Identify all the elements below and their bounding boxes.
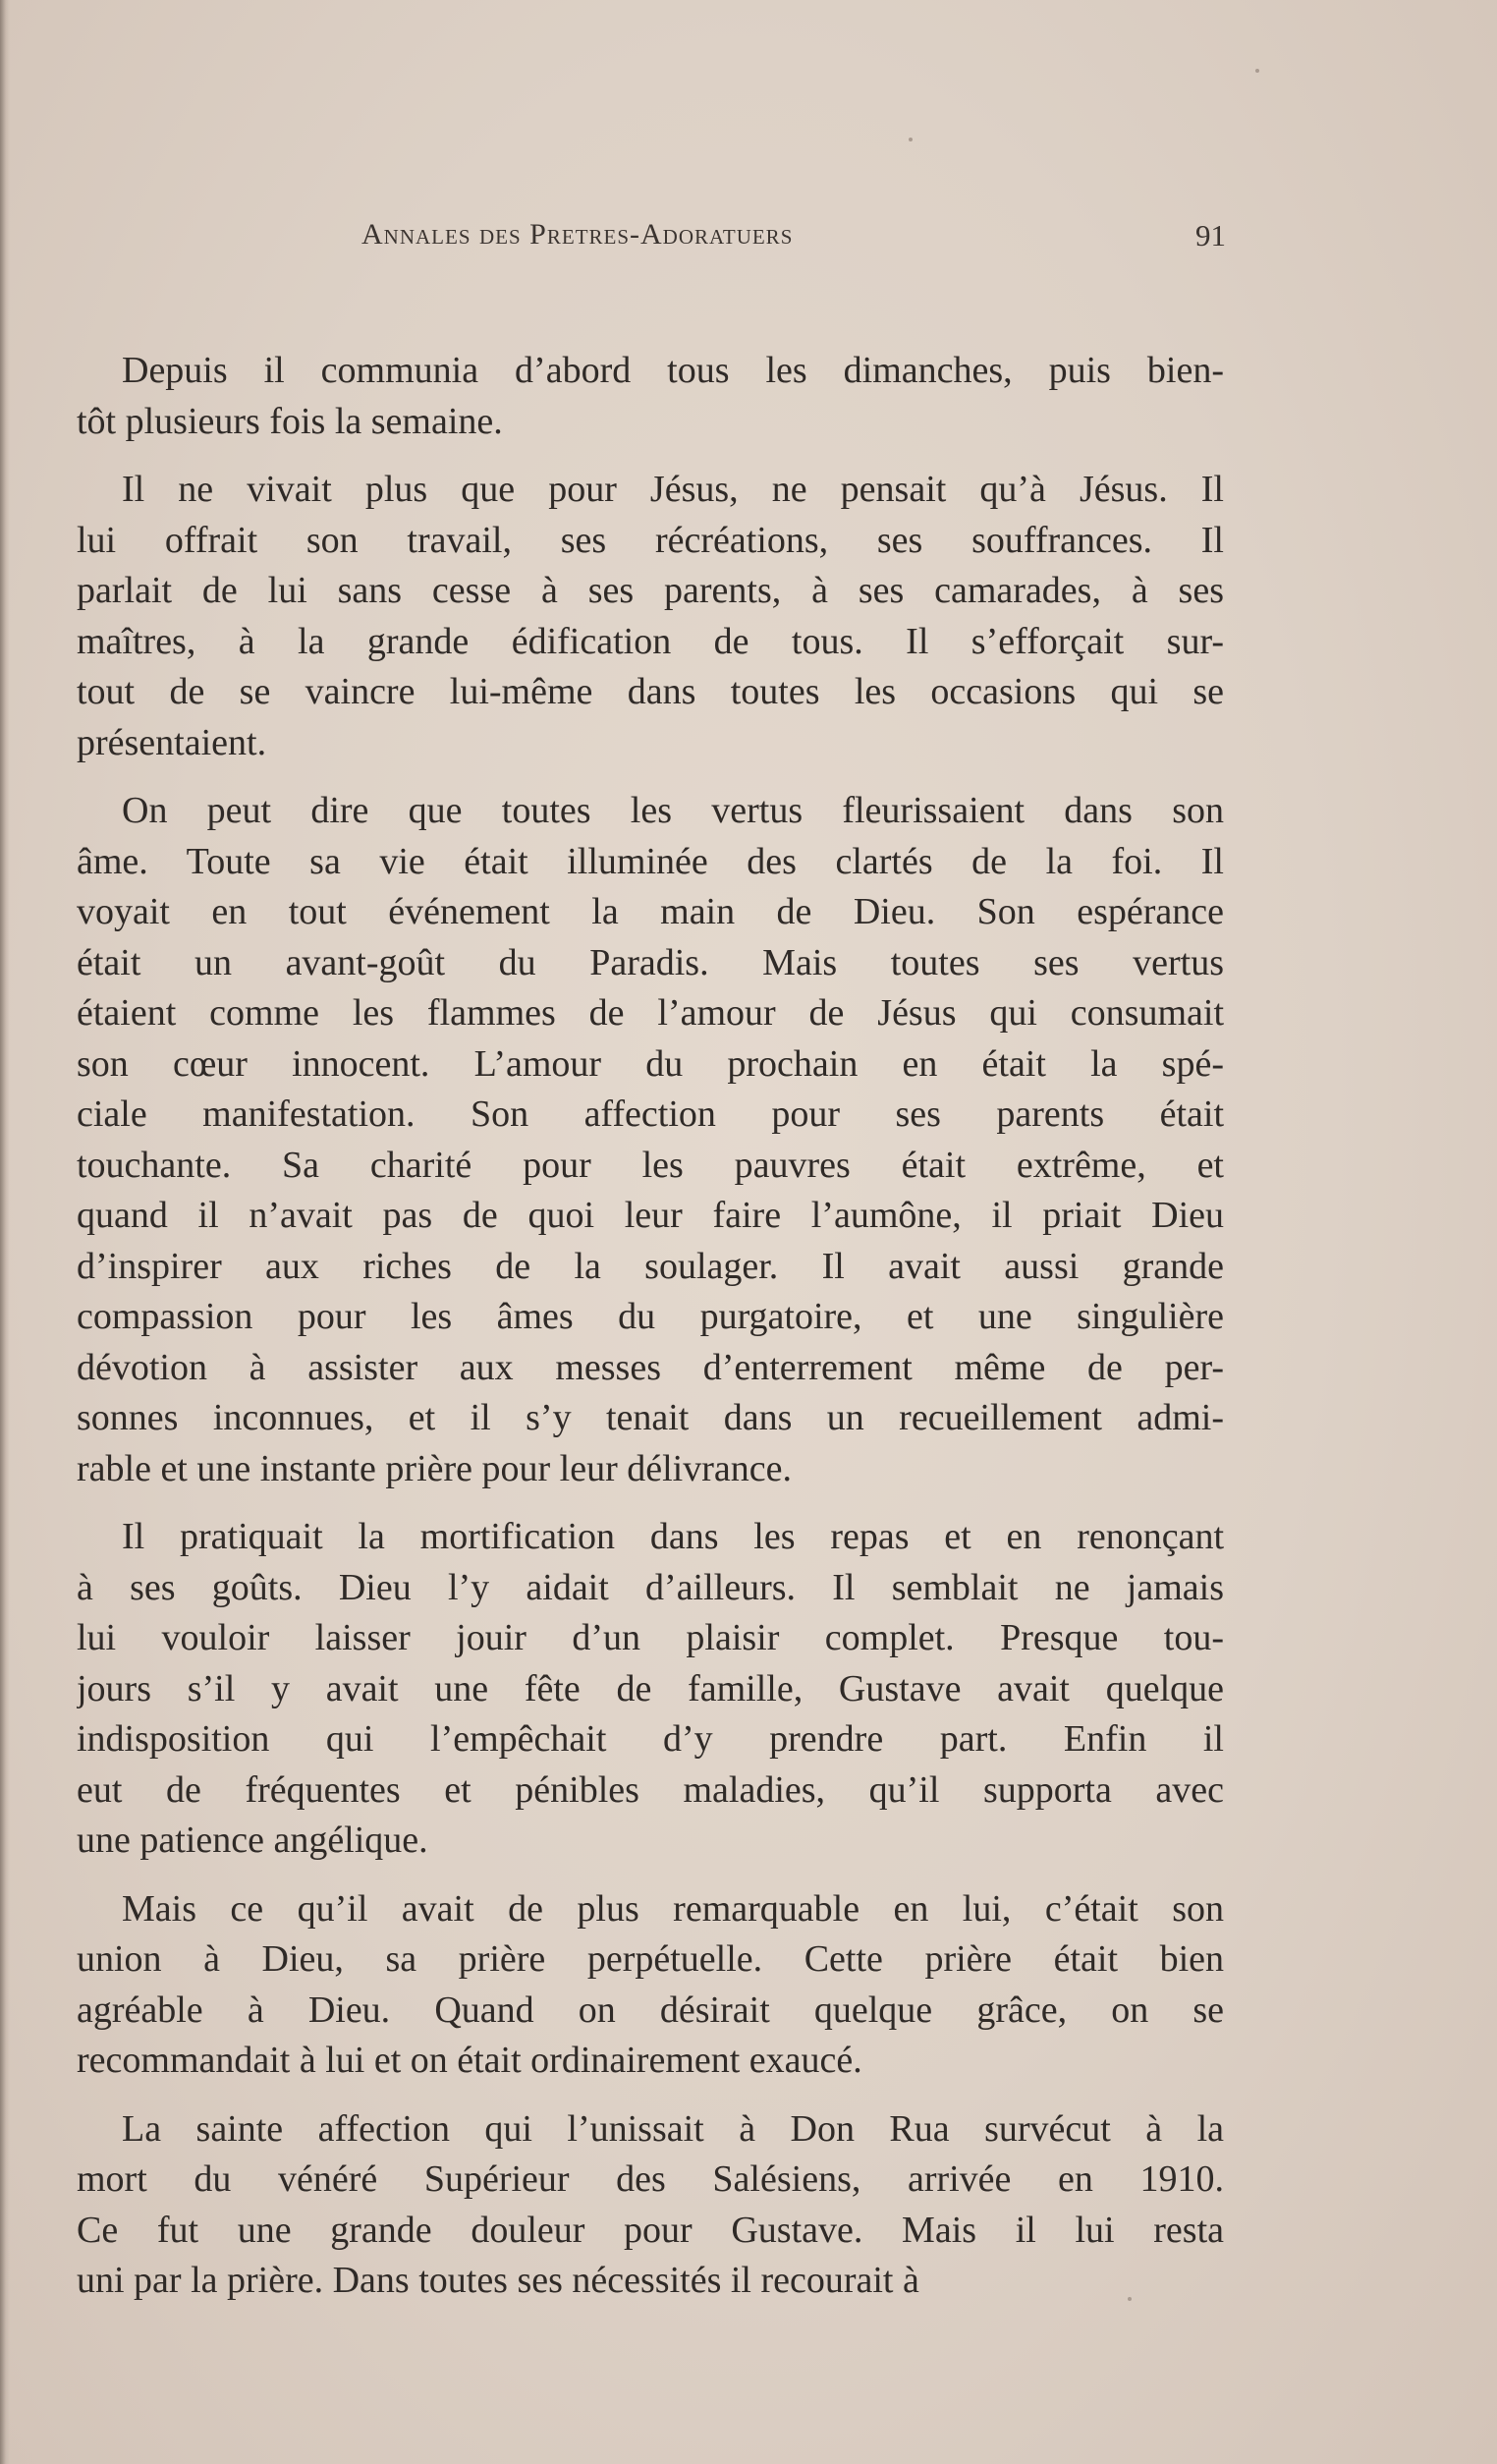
paragraph bbox=[77, 465, 1224, 768]
text-line: parlait de lui sans cesse à ses parents, à ses camarades, à ses bbox=[77, 570, 1224, 611]
text-line: Il ne vivait plus que pour Jésus, ne pensait qu’à Jésus. Il bbox=[122, 469, 1224, 510]
paragraph bbox=[77, 346, 1224, 447]
text-line: On peut dire que toutes les vertus fleurissaient dans son bbox=[122, 790, 1224, 831]
paragraph bbox=[77, 786, 1224, 1494]
text-line: union à Dieu, sa prière perpétuelle. Cette prière était bien bbox=[77, 1938, 1224, 1980]
text-line: dévotion à assister aux messes d’enterrement même de per- bbox=[77, 1346, 1224, 1388]
paragraph bbox=[77, 1512, 1224, 1867]
text-line: était un avant-goût du Paradis. Mais toutes ses vertus bbox=[77, 941, 1224, 983]
text-line: rable et une instante prière pour leur délivrance. bbox=[77, 1447, 792, 1489]
text-line: son cœur innocent. L’amour du prochain en était la spé- bbox=[77, 1042, 1224, 1085]
text-line: voyait en tout événement la main de Dieu. Son espérance bbox=[77, 891, 1224, 932]
text-line: touchante. Sa charité pour les pauvres était extrême, et bbox=[77, 1144, 1224, 1186]
text-line: âme. Toute sa vie était illuminée des clartés de la foi. Il bbox=[77, 840, 1224, 882]
body-text bbox=[77, 346, 1224, 2324]
text-line: d’inspirer aux riches de la soulager. Il avait aussi grande bbox=[77, 1245, 1224, 1287]
paper-speck bbox=[1128, 2297, 1132, 2301]
paper-speck bbox=[1255, 69, 1259, 73]
text-line: ciale manifestation. Son affection pour ses parents était bbox=[77, 1093, 1224, 1135]
text-line: tout de se vaincre lui-même dans toutes les occasions qui se bbox=[77, 671, 1224, 712]
text-line: une patience angélique. bbox=[77, 1820, 428, 1861]
text-line: La sainte affection qui l’unissait à Don Rua survécut à la bbox=[122, 2107, 1224, 2150]
paragraph bbox=[77, 1884, 1224, 2087]
text-line: lui offrait son travail, ses récréations, ses souffrances. Il bbox=[77, 519, 1224, 561]
running-title: Annales des Pretres-Adoratuers bbox=[361, 218, 794, 251]
text-line: jours s’il y avait une fête de famille, Gustave avait quelque bbox=[77, 1667, 1224, 1709]
running-head bbox=[361, 218, 1226, 267]
text-line: Ce fut une grande douleur pour Gustave. Mais il lui resta bbox=[77, 2209, 1224, 2251]
text-line: présentaient. bbox=[77, 721, 267, 763]
text-line: Depuis il communia d’abord tous les dimanches, puis bien- bbox=[122, 350, 1224, 391]
text-line: agréable à Dieu. Quand on désirait quelque grâce, on se bbox=[77, 1988, 1224, 2031]
text-line: mort du vénéré Supérieur des Salésiens, arrivée en 1910. bbox=[77, 2158, 1224, 2200]
text-line: étaient comme les flammes de l’amour de Jésus qui consumait bbox=[77, 992, 1224, 1034]
text-line: sonnes inconnues, et il s’y tenait dans un recueillement admi- bbox=[77, 1397, 1224, 1438]
text-line: indisposition qui l’empêchait d’y prendre part. Enfin il bbox=[77, 1718, 1224, 1760]
text-line: recommandait à lui et on était ordinairement exaucé. bbox=[77, 2040, 862, 2081]
text-line: maîtres, à la grande édification de tous. Il s’efforçait sur- bbox=[77, 620, 1224, 662]
text-line: Mais ce qu’il avait de plus remarquable en lui, c’était son bbox=[122, 1887, 1224, 1930]
text-line: compassion pour les âmes du purgatoire, et une singulière bbox=[77, 1296, 1224, 1337]
text-line: lui vouloir laisser jouir d’un plaisir complet. Presque tou- bbox=[77, 1617, 1224, 1658]
text-line: à ses goûts. Dieu l’y aidait d’ailleurs. Il semblait ne jamais bbox=[77, 1566, 1224, 1608]
paragraph bbox=[77, 2104, 1224, 2307]
text-line: Il pratiquait la mortification dans les repas et en renonçant bbox=[122, 1516, 1224, 1557]
page-number: 91 bbox=[1195, 218, 1226, 252]
text-line: quand il n’avait pas de quoi leur faire l’aumône, il priait Dieu bbox=[77, 1195, 1224, 1236]
text-line: uni par la prière. Dans toutes ses nécessités il recourait à bbox=[77, 2260, 919, 2301]
page-binding-edge bbox=[0, 0, 10, 2464]
text-line: eut de fréquentes et pénibles maladies, qu’il supporta avec bbox=[77, 1768, 1224, 1811]
paper-speck bbox=[909, 138, 913, 141]
text-line: tôt plusieurs fois la semaine. bbox=[77, 400, 503, 442]
